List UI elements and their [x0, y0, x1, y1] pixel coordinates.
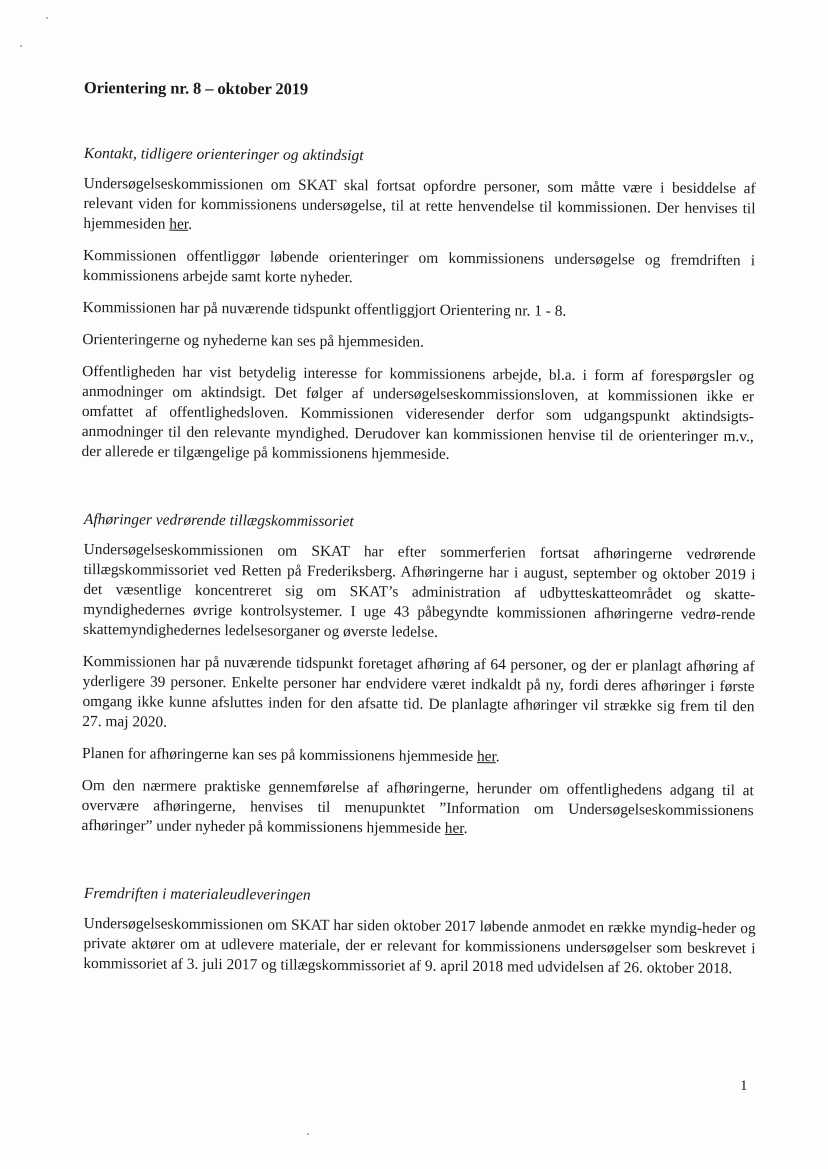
paragraph: Undersøgelseskommissionen om SKAT har siden oktober 2017 løbende anmodet en række myndig-heder og private aktører om at udlevere materiale, der er relevant for kommissionens undersøgelser som beskrevet i kommissoriet af 3. juli 2017 og tillægskommissoriet af 9. april 2018 med udvidelsen af 26. oktober 2018.	[83, 914, 756, 978]
paragraph: Offentligheden har vist betydelig interesse for kommissionens arbejde, bl.a. i form af forespørgsler og anmodninger om aktindsigt. Det følger af undersøgelseskommissionsloven, at kommissionen ikke er omfattet af offentlighedsloven. Kommissionen videresender derfor som udgangspunkt aktindsigts-anmodninger til den relevante myndighed. Derudover kan kommissionen henvise til de orienteringer m.v., der allerede er tilgængelige på kommissionens hjemmeside.	[81, 362, 755, 463]
paragraph-end: .	[495, 748, 500, 766]
paragraph: Undersøgelseskommissionen om SKAT har efter sommerferien fortsat afhøringerne vedrørende tillægskommissoriet ved Retten på Frederiksberg. Afhøringerne har i august, september og oktober 2019 i det væsentlige koncentreret sig om SKAT’s administration af udbytteskatteområdet og skatte-myndighedernes øvrige kontrolsystemer. I uge 43 påbegyndte kommissionen afhøringerne vedrø-rende skattemyndighedernes ledelsesorganer og øverste ledelse.	[82, 540, 756, 641]
homepage-link[interactable]: her	[169, 215, 189, 233]
hearing-info-link[interactable]: her	[444, 819, 464, 837]
paragraph-text: Planen for afhøringerne kan ses på kommissionens hjemmeside	[82, 744, 478, 766]
scan-speck	[46, 17, 48, 19]
paragraph: Kommissionen har på nuværende tidspunkt offentliggjort Orientering nr. 1 - 8.	[82, 298, 567, 320]
paragraph: Kommissionen har på nuværende tidspunkt foretaget afhøring af 64 personer, og der er planlagt afhøring af yderligere 39 personer. Enkelte personer har endvidere været indkaldt på ny, fordi deres afhøringer i første omgang ikke kunne afsluttes inden for den afsatte tid. De planlagte afhøringer vil strække sig frem til den 27. maj 2020.	[82, 652, 755, 731]
scan-speck	[20, 45, 22, 47]
page-number: 1	[740, 1078, 748, 1094]
paragraph-text: Undersøgelseskommissionen om SKAT skal fortsat opfordre personer, som måtte være i besiddelse af relevant viden for kommissionens undersøgelse, til at rette henvendelse til kommissionen. Der henvises til hjemmesiden	[83, 174, 756, 233]
section-heading: Fremdriften i materialeudleveringen	[83, 884, 311, 904]
paragraph: Orienteringerne og nyhederne kan ses på hjemmesiden.	[82, 330, 424, 351]
section-heading: Afhøringer vedrørende tillægskommissoriet	[83, 510, 354, 531]
paragraph	[81, 776, 753, 841]
section-material-delivery	[83, 884, 756, 991]
paragraph-end: .	[188, 215, 193, 233]
scan-speck	[307, 1133, 309, 1135]
section-contact	[81, 144, 756, 479]
document-title: Orientering nr. 8 – oktober 2019	[83, 78, 309, 99]
hearing-plan-link[interactable]: her	[476, 748, 496, 766]
paragraph-text: Om den nærmere praktiske gennemførelse af afhøringerne, herunder om offentlighedens adgang til at overvære afhøringerne, henvises til menupunktet ”Information om Undersøgelseskommissionens afhøringer” under nyheder på kommissionens hjemmeside	[81, 776, 754, 837]
section-hearings	[81, 510, 756, 853]
paragraph-end: .	[463, 819, 468, 838]
paragraph	[82, 744, 754, 769]
section-heading: Kontakt, tidligere orienteringer og aktindsigt	[83, 144, 364, 165]
paragraph	[83, 174, 755, 239]
paragraph: Kommissionen offentliggør løbende orienteringer om kommissionens undersøgelse og fremdriften i kommissionens arbejde samt korte nyheder.	[82, 246, 756, 287]
